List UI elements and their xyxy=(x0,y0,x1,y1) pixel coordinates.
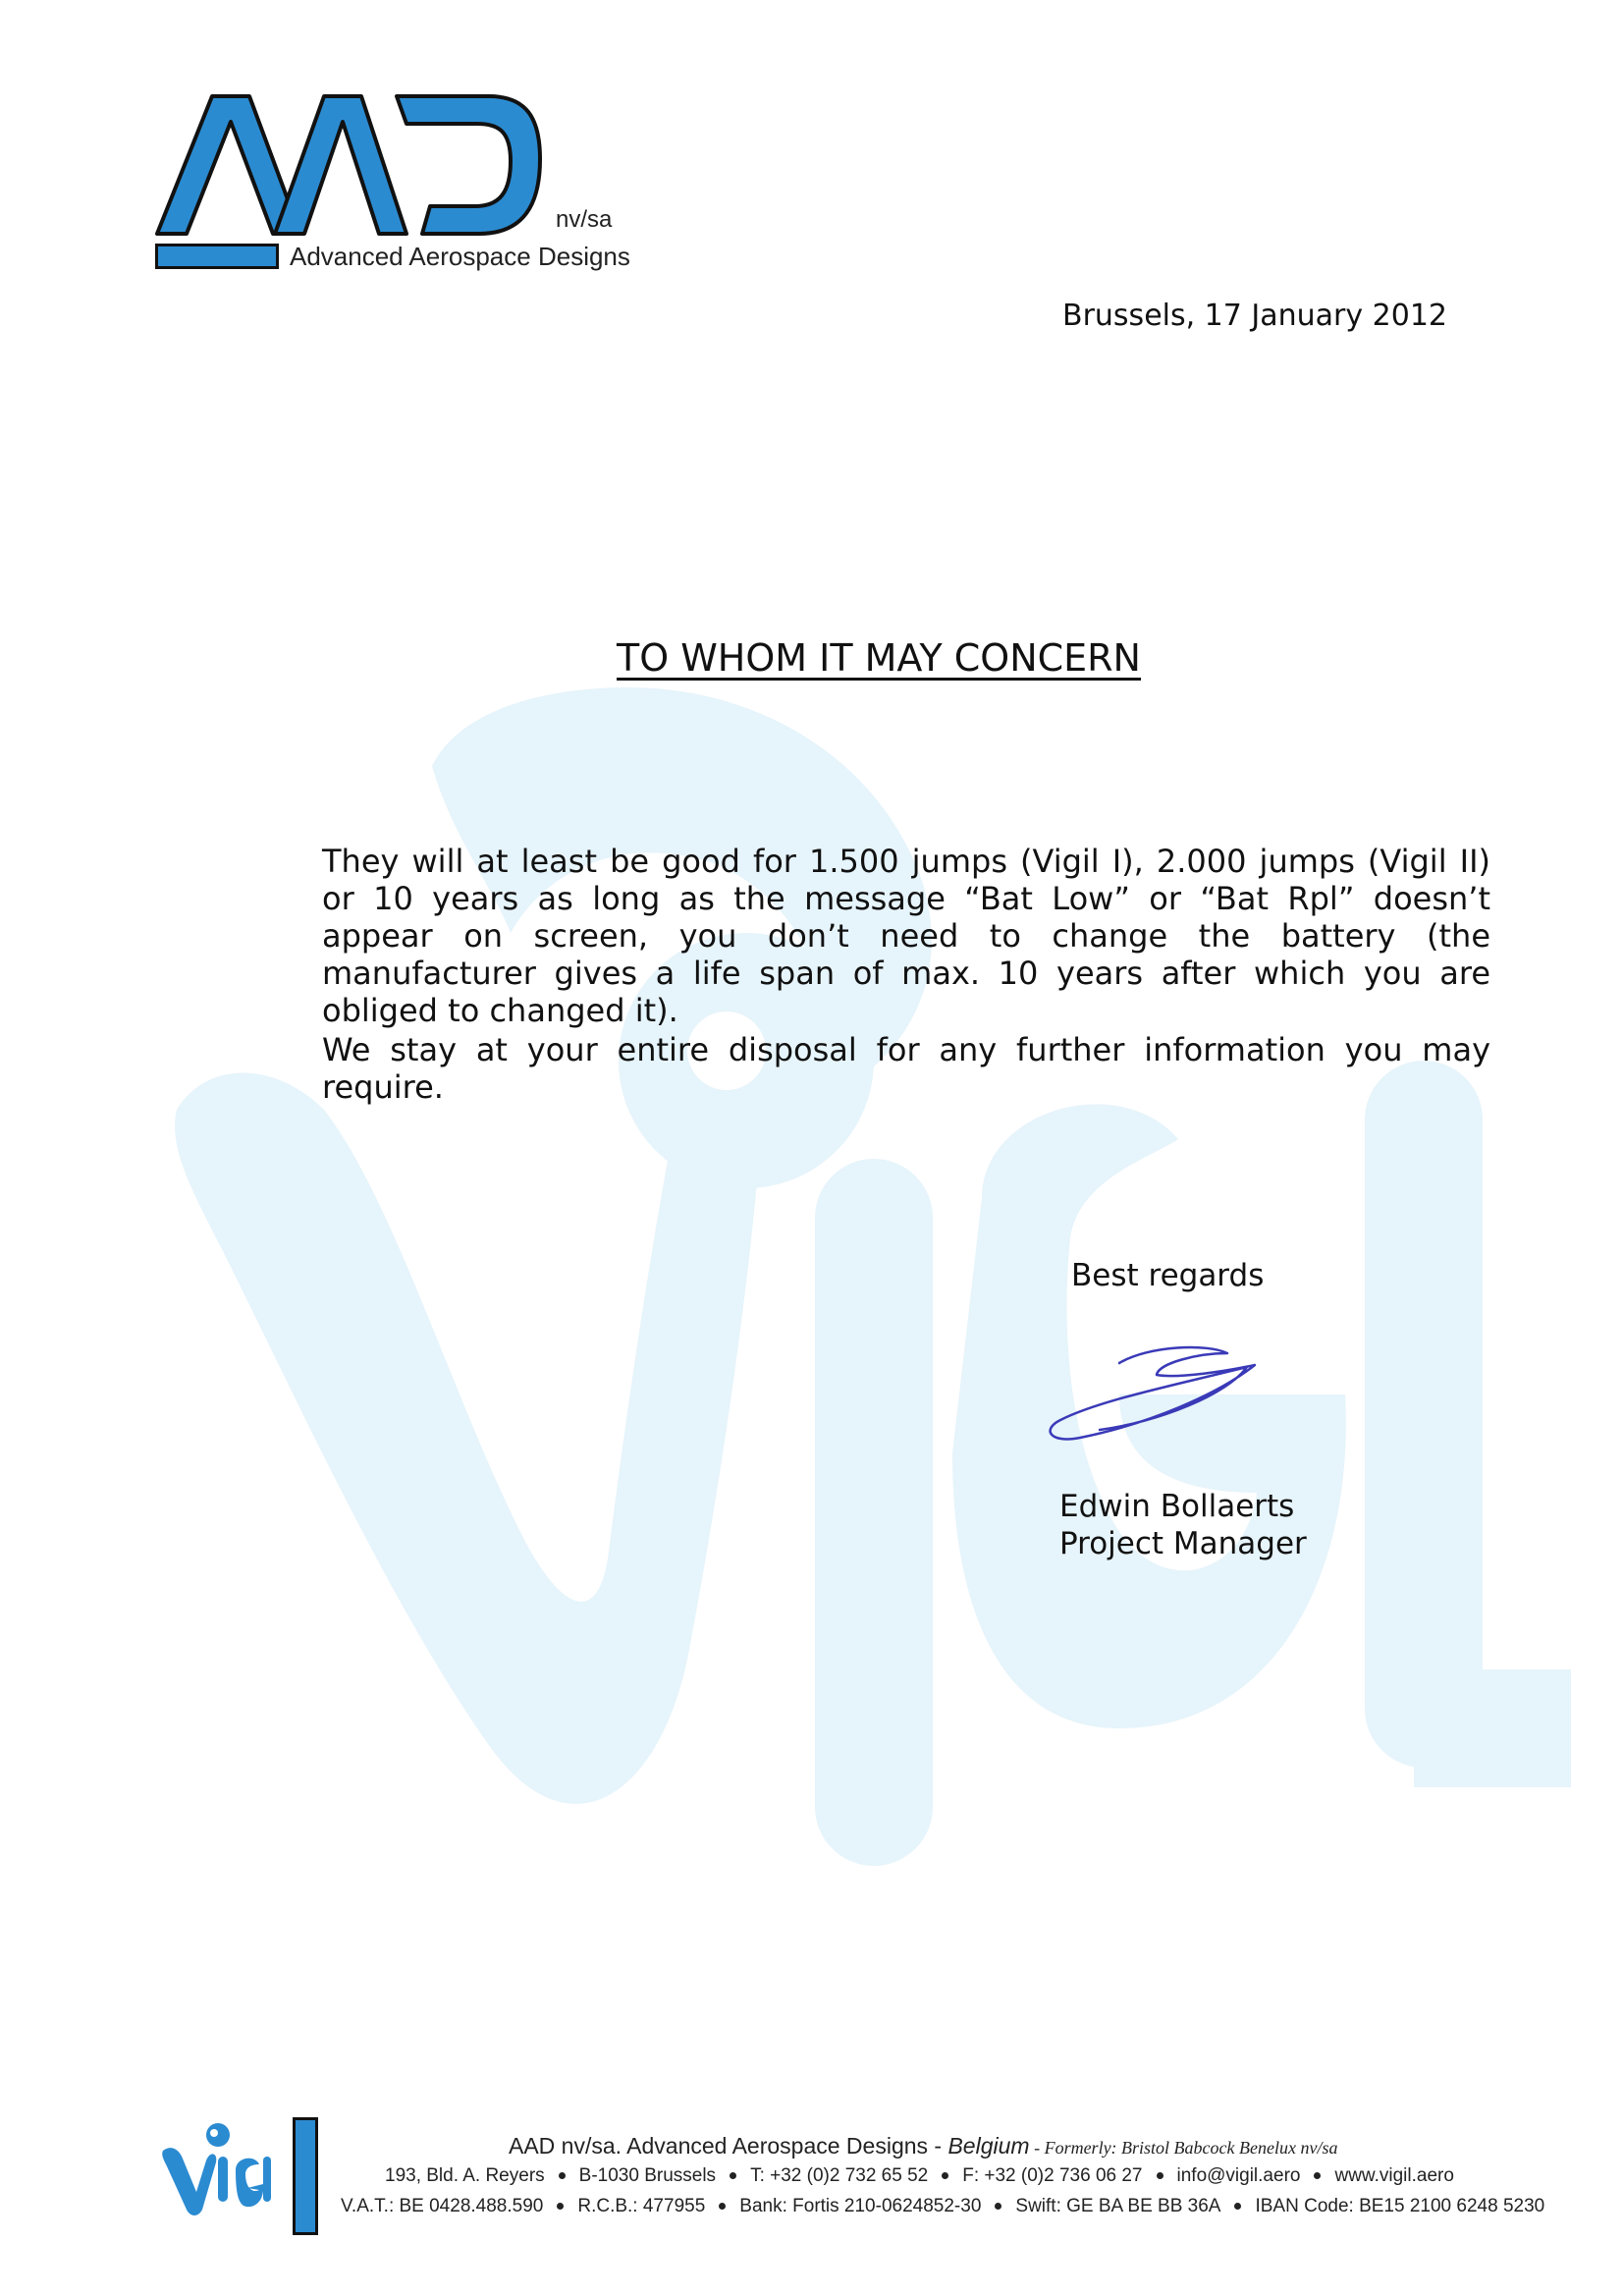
footer-fax: F: +32 (0)2 736 06 27 xyxy=(962,2165,1143,2186)
footer-phone: T: +32 (0)2 732 65 52 xyxy=(750,2165,929,2186)
footer-bank: Bank: Fortis 210-0624852-30 xyxy=(739,2196,982,2216)
letter-heading: TO WHOM IT MAY CONCERN xyxy=(617,636,1141,680)
footer-country: Belgium xyxy=(947,2133,1030,2159)
closing: Best regards xyxy=(1071,1258,1265,1293)
footer-contact-line xyxy=(385,2165,1454,2187)
footer-rcb: R.C.B.: 477955 xyxy=(577,2196,706,2216)
footer-company-line xyxy=(509,2133,1337,2159)
body-paragraph: They will at least be good for 1.500 jumps (Vigil I), 2.000 jumps (Vigil II) or 10 years as long as the message “Bat Low” or “Bat Rpl” doesn’t appear on screen, you don’t need to change the battery (the manufacturer gives a life span of max. 10 years after which you are obliged to changed it). xyxy=(322,843,1490,1029)
bullet-icon xyxy=(719,2203,726,2210)
footer-vat: V.A.T.: BE 0428.488.590 xyxy=(341,2196,544,2216)
vigil-logo-icon xyxy=(157,2111,275,2219)
date-line: Brussels, 17 January 2012 xyxy=(1062,299,1448,333)
footer-email: info@vigil.aero xyxy=(1176,2165,1301,2186)
bullet-icon xyxy=(730,2172,736,2179)
bullet-icon xyxy=(1157,2172,1163,2179)
signer-name: Edwin Bollaerts xyxy=(1059,1489,1295,1524)
footer-swift: Swift: GE BA BE BB 36A xyxy=(1015,2196,1221,2216)
aad-logo-icon xyxy=(155,88,543,236)
logo-suffix: nv/sa xyxy=(556,206,613,233)
footer-company-main: AAD nv/sa. Advanced Aerospace Designs - xyxy=(509,2133,948,2159)
footer-accent-bar xyxy=(293,2117,318,2235)
bullet-icon xyxy=(557,2203,564,2210)
handwritten-signature-icon xyxy=(1041,1336,1267,1453)
footer-formerly: - Formerly: Bristol Babcock Benelux nv/sa xyxy=(1029,2138,1338,2158)
footer-iban: IBAN Code: BE15 2100 6248 5230 xyxy=(1255,2196,1545,2216)
logo-underline-bar xyxy=(155,244,279,269)
footer-address: 193, Bld. A. Reyers xyxy=(385,2165,545,2186)
body-paragraph: We stay at your entire disposal for any further information you may require. xyxy=(322,1031,1490,1106)
bullet-icon xyxy=(559,2172,566,2179)
footer-registration-line xyxy=(341,2196,1544,2217)
footer-website: www.vigil.aero xyxy=(1334,2165,1454,2186)
bullet-icon xyxy=(995,2203,1001,2210)
bullet-icon xyxy=(1314,2172,1321,2179)
footer-city: B-1030 Brussels xyxy=(578,2165,717,2186)
company-name: Advanced Aerospace Designs xyxy=(290,242,630,271)
signer-title: Project Manager xyxy=(1059,1526,1307,1561)
bullet-icon xyxy=(1234,2203,1241,2210)
bullet-icon xyxy=(942,2172,948,2179)
